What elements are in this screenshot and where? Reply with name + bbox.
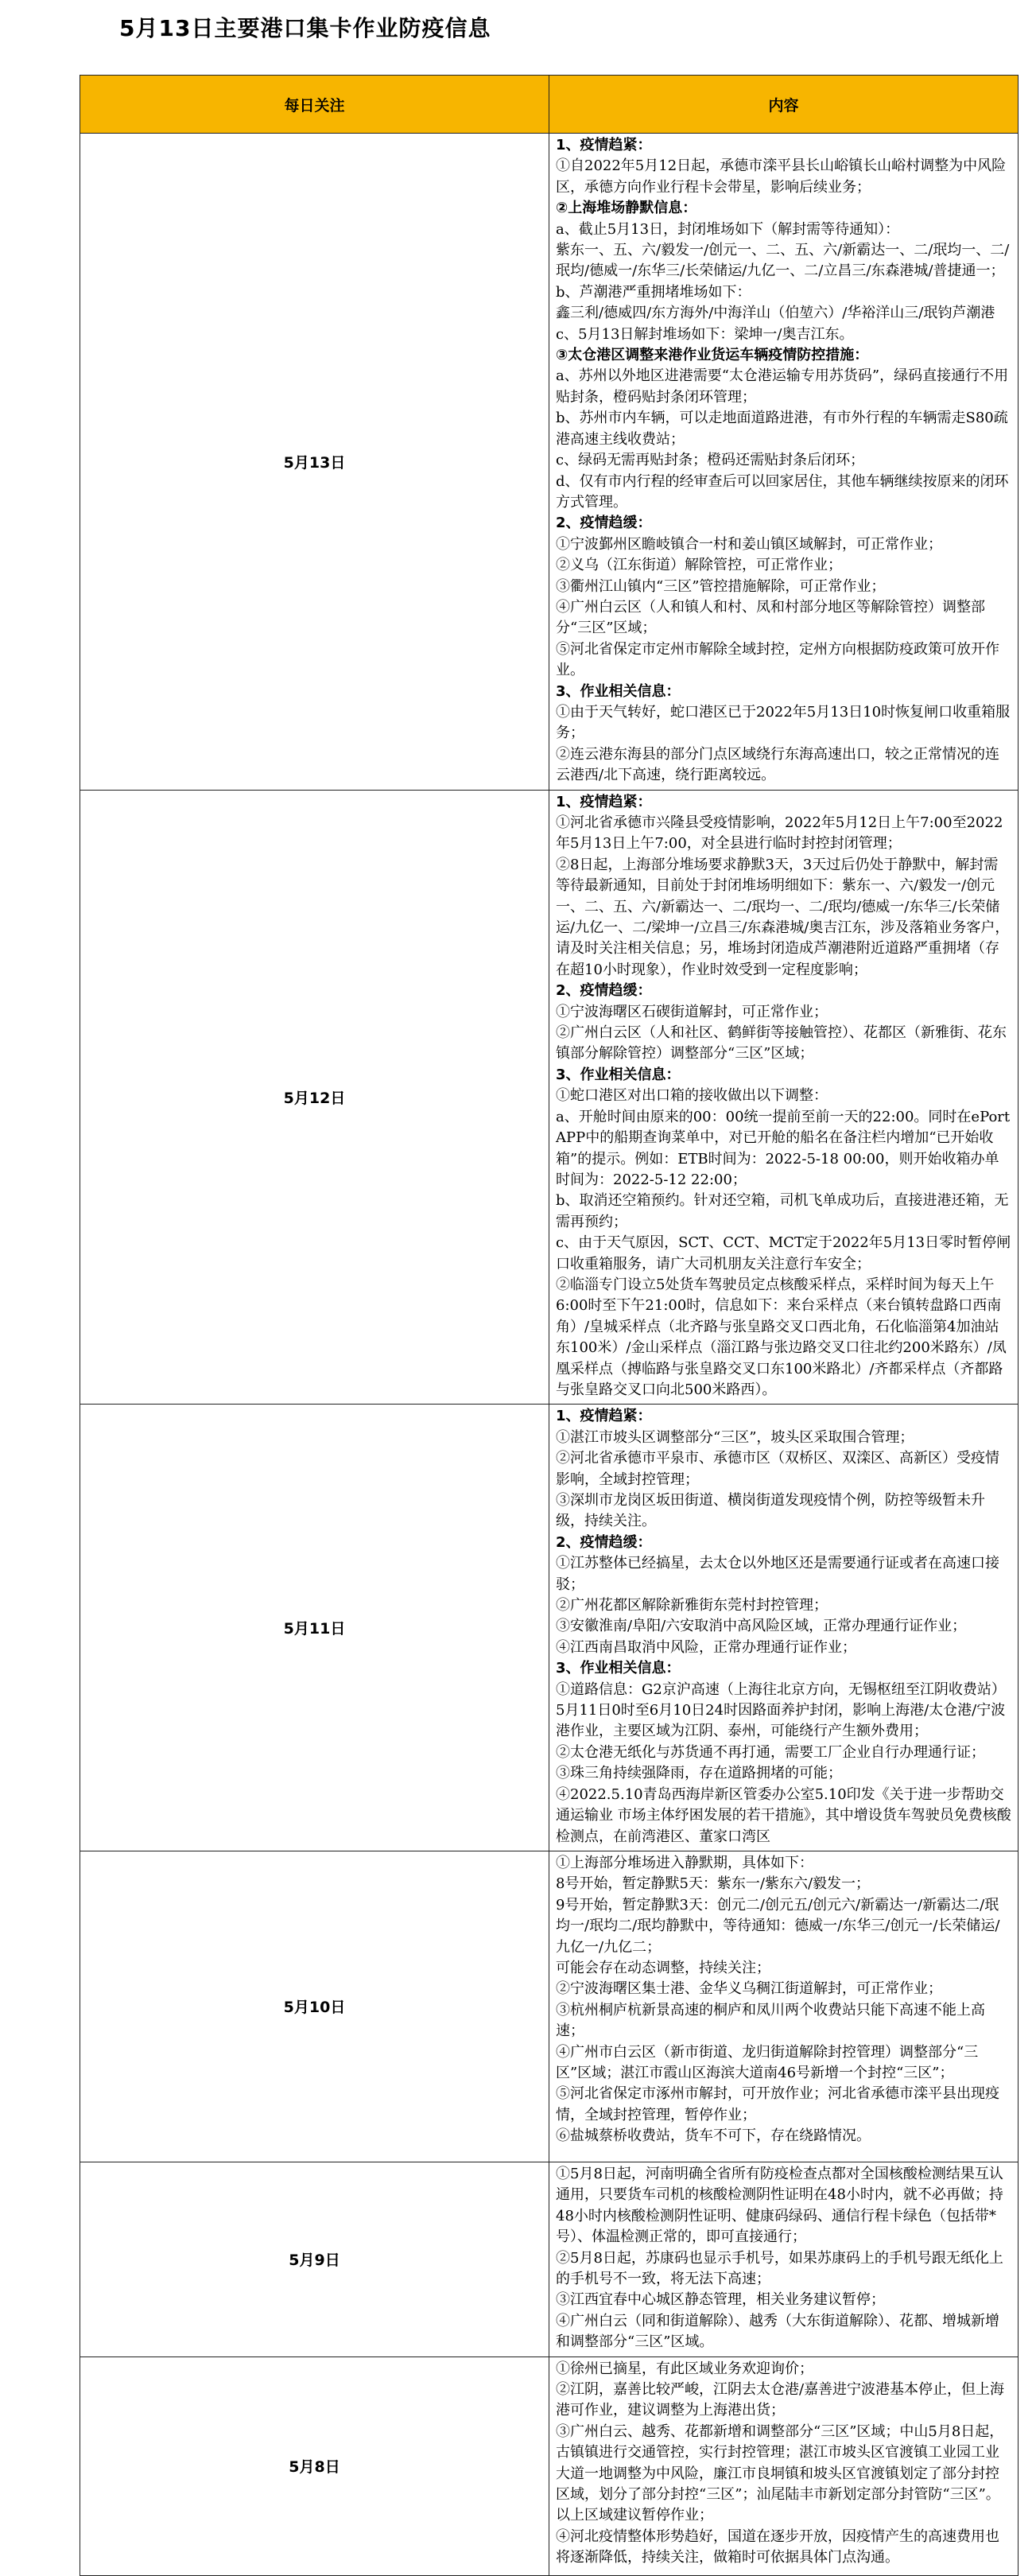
section-heading: 3、作业相关信息：: [556, 1660, 681, 1677]
row-content: [549, 1851, 1019, 2162]
content-line: ①宁波海曙区石碶街道解封，可正常作业；: [556, 1003, 828, 1020]
table-body: [80, 134, 1019, 2576]
content-line: ③深圳市龙岗区坂田街道、横岗街道发现疫情个例，防控等级暂未升级，持续关注。: [556, 1492, 985, 1530]
row-date: 5月13日: [80, 134, 549, 791]
content-line: c、绿码无需再贴封条；橙码还需贴封条后闭环；: [556, 452, 865, 469]
table-row: [80, 2162, 1019, 2356]
content-line: a、截止5月13日，封闭堆场如下（解封需等待通知）：: [556, 220, 900, 238]
content-line: ②广州花都区解除新雅街东莞村封控管理；: [556, 1597, 828, 1614]
content-line: ②连云港东海县的部分门点区域绕行东海高速出口，较之正常情况的连云港西/北下高速，绕行距离较远。: [556, 745, 999, 784]
content-line: ③江西宜春中心城区静态管理，相关业务建议暂停；: [556, 2291, 885, 2309]
content-line: ①江苏整体已经搞星，去太仓以外地区还是需要通行证或者在高速口接驳；: [556, 1555, 999, 1593]
content-line: ①上海部分堆场进入静默期，具体如下：: [556, 1854, 813, 1871]
content-line: b、芦潮港严重拥堵堆场如下：: [556, 283, 751, 301]
content-line: ②义乌（江东街道）解除管控，可正常作业；: [556, 557, 842, 574]
content-line: ④广州白云（同和街道解除）、越秀（大东街道解除）、花都、增城新增和调整部分“三区”区域。: [556, 2312, 999, 2351]
content-line: 紫东一、五、六/毅发一/创元一、二、五、六/新霸达一、二/珉均一、二/珉均/德威一/东华三/长荣储运/九亿一、二/立昌三/东森港城/普捷通一；: [556, 242, 1010, 280]
content-line: ①河北省承德市兴隆县受疫情影响，2022年5月12日上午7:00至2022年5月13日上午7:00，对全县进行临时封控封闭管理；: [556, 814, 1003, 853]
content-line: ①5月8日起，河南明确全省所有防疫检查点都对全国核酸检测结果互认通用，只要货车司机的核酸检测阴性证明在48小时内，就不必再做；持48小时内核酸检测阴性证明、健康码绿码、通信行程卡绿色（包括带*号）、体温检测正常的，即可直接通行；: [556, 2165, 1003, 2246]
section-heading: 1、疫情趋紧：: [556, 137, 652, 153]
content-line: ③杭州桐庐杭新景高速的桐庐和凤川两个收费站只能下高速不能上高速；: [556, 2001, 985, 2040]
content-line: b、苏州市内车辆，可以走地面道路进港，有市外行程的车辆需走S80疏港高速主线收费站；: [556, 410, 1008, 448]
table-row: [80, 790, 1019, 1405]
content-line: ④广州市白云区（新市街道、龙归街道解除封控管理）调整部分“三区”区域；湛江市霞山区海滨大道南46号新增一个封控“三区”；: [556, 2043, 979, 2081]
content-line: 8号开始，暂定静默5天：紫东一/紫东六/毅发一；: [556, 1875, 871, 1893]
table-row: [80, 1851, 1019, 2162]
content-line: ③广州白云、越秀、花都新增和调整部分“三区”区域；中山5月8日起，古镇镇进行交通管控，实行封控管理；湛江市坡头区官渡镇工业园工业大道一地调整为中风险，廉江市良垌镇和坡头区官渡镇划定了部分封控区域，划分了部分封控“三区”；汕尾陆丰市新划定部分封管防“三区”。以上区域建议暂停作业；: [556, 2423, 1004, 2524]
section-heading: 2、疫情趋缓：: [556, 982, 652, 1000]
content-line: c、5月13日解封堆场如下：梁坤一/奥吉江东。: [556, 325, 854, 343]
content-line: a、开舱时间由原来的00：00统一提前至前一天的22:00。同时在ePort APP中的船期查询菜单中，对已开舱的船名在备注栏内增加“已开始收箱”的提示。例如：ETB时间为：2022-5-18 00:00，则开始收箱办单时间为：2022-5-12 22:00；: [556, 1108, 1011, 1188]
page-title: 5月13日主要港口集卡作业防疫信息: [119, 15, 491, 41]
row-date: 5月11日: [80, 1405, 549, 1851]
row-date: 5月12日: [80, 790, 549, 1405]
content-line: ②江阴，嘉善比较严峻，江阴去太仓港/嘉善进宁波港基本停止，但上海港可作业，建议调整为上海港出货；: [556, 2380, 1005, 2419]
section-heading: 1、疫情趋紧：: [556, 793, 652, 810]
table-row: [80, 134, 1019, 791]
content-line: ①自2022年5月12日起，承德市滦平县长山峪镇长山峪村调整为中风险区，承德方向作业行程卡会带星，影响后续业务；: [556, 157, 1007, 196]
table-row: [80, 2356, 1019, 2575]
row-content: [549, 790, 1019, 1405]
content-line: ①蛇口港区对出口箱的接收做出以下调整：: [556, 1087, 828, 1105]
content-line: ④河北疫情整体形势趋好，国道在逐步开放，因疫情产生的高速费用也将逐渐降低，持续关注，做箱时可依据具体门点沟通。: [556, 2527, 999, 2566]
row-date: 5月8日: [80, 2356, 549, 2575]
content-line: ①徐州已摘星，有此区域业务欢迎询价；: [556, 2360, 813, 2377]
row-content: [549, 1405, 1019, 1851]
content-line: ⑤河北省保定市涿州市解封，可开放作业；河北省承德市滦平县出现疫情，全域封控管理，暂停作业；: [556, 2085, 999, 2123]
table-row: [80, 1405, 1019, 1851]
content-line: a、苏州以外地区进港需要“太仓港运输专用苏货码”，绿码直接通行不用贴封条，橙码贴封条闭环管理；: [556, 367, 1009, 406]
section-heading: ②上海堆场静默信息：: [556, 200, 697, 217]
content-line: ①道路信息：G2京沪高速（上海往北京方向，无锡枢纽至江阴收费站）5月11日0时至6月10日24时因路面养护封闭，影响上海港/太仓港/宁波港作业，主要区域为江阴、泰州，可能绕行产生额外费用；: [556, 1680, 1006, 1740]
content-line: ③珠三角持续强降雨，存在道路拥堵的可能；: [556, 1765, 842, 1782]
header-content: 内容: [549, 76, 1019, 134]
content-line: ②宁波海曙区集士港、金华义乌稠江街道解封，可正常作业；: [556, 1980, 942, 1998]
section-heading: 2、疫情趋缓：: [556, 515, 652, 532]
content-line: c、由于天气原因，SCT、CCT、MCT定于2022年5月13日零时暂停闸口收重箱服务，请广大司机朋友关注意行车安全；: [556, 1234, 1011, 1272]
content-line: ②8日起，上海部分堆场要求静默3天，3天过后仍处于静默中，解封需等待最新通知，目前处于封闭堆场明细如下：紫东一、六/毅发一/创元一、二、五、六/新霸达一、二/珉均一、二/珉均/德威一/东华三/长荣储运/九亿一、二/梁坤一/立昌三/东森港城/奥吉江东，涉及落箱业务客户，请及时关注相关信息；另，堆场封闭造成芦潮港附近道路严重拥堵（存在超10小时现象），作业时效受到一定程度影响；: [556, 856, 1010, 978]
row-date: 5月10日: [80, 1851, 549, 2162]
content-line: ①宁波鄞州区瞻岐镇合一村和姜山镇区域解封，可正常作业；: [556, 535, 942, 553]
section-heading: 2、疫情趋缓：: [556, 1533, 652, 1551]
content-line: ③安徽淮南/阜阳/六安取消中高风险区域，正常办理通行证作业；: [556, 1618, 967, 1635]
content-line: ①湛江市坡头区调整部分“三区”，坡头区采取围合管理；: [556, 1428, 914, 1446]
content-line: ⑤河北省保定市定州市解除全域封控，定州方向根据防疫政策可放开作业。: [556, 640, 999, 679]
content-line: 鑫三利/德威四/东方海外/中海洋山（伯堃六）/华裕洋山三/珉钧芦潮港: [556, 305, 995, 322]
section-heading: 3、作业相关信息：: [556, 682, 681, 700]
content-line: ③衢州江山镇内“三区”管控措施解除，可正常作业；: [556, 577, 886, 595]
content-line: ⑥盐城蔡桥收费站，货车不可下，存在绕路情况。: [556, 2127, 871, 2145]
content-line: d、仅有市内行程的经审查后可以回家居住，其他车辆继续按原来的闭环方式管理。: [556, 472, 1009, 511]
content-line: ④江西南昌取消中风险，正常办理通行证作业；: [556, 1638, 856, 1656]
header-date: 每日关注: [80, 76, 549, 134]
row-date: 5月9日: [80, 2162, 549, 2356]
section-heading: 3、作业相关信息：: [556, 1066, 681, 1083]
content-line: ②广州白云区（人和社区、鹤鲜街等接触管控）、花都区（新雅街、花东镇部分解除管控）调整部分“三区”区域；: [556, 1024, 1007, 1063]
content-line: ②5月8日起，苏康码也显示手机号，如果苏康码上的手机号跟无纸化上的手机号不一致，将无法下高速；: [556, 2249, 1003, 2287]
section-heading: 1、疫情趋紧：: [556, 1408, 652, 1425]
content-line: 9号开始，暂定静默3天：创元二/创元五/创元六/新霸达一/新霸达二/珉均一/珉均二/珉均静默中，等待通知：德威一/东华三/创元一/长荣储运/九亿一/九亿二；: [556, 1896, 1000, 1956]
content-line: ①由于天气转好，蛇口港区已于2022年5月13日10时恢复闸口收重箱服务；: [556, 703, 1011, 742]
row-content: [549, 134, 1019, 791]
content-line: ④2022.5.10青岛西海岸新区管委办公室5.10印发《关于进一步帮助交通运输业 市场主体纾困发展的若干措施》，其中增设货车驾驶员免费核酸检测点，在前湾港区、董家口湾区: [556, 1785, 1011, 1845]
content-line: ②太仓港无纸化与苏货通不再打通，需要工厂企业自行办理通行证；: [556, 1743, 985, 1761]
table-header-row: [80, 76, 1019, 134]
row-content: [549, 2356, 1019, 2575]
content-line: 可能会存在动态调整，持续关注；: [556, 1959, 770, 1976]
content-line: ②临淄专门设立5处货车驾驶员定点核酸采样点，采样时间为每天上午6:00时至下午21:00时，信息如下：来台采样点（来台镇转盘路口西南角）/皇城采样点（北齐路与张皇路交叉口西北角，石化临淄第4加油站东100米）/金山采样点（淄江路与张边路交叉口往北约200米路东）/凤凰采样点（搏临路与张皇路交叉口东100米路北）/齐都采样点（齐都路与张皇路交叉口向北500米路西）。: [556, 1276, 1007, 1398]
section-heading: ③太仓港区调整来港作业货运车辆疫情防控措施：: [556, 347, 869, 364]
content-line: ②河北省承德市平泉市、承德市区（双桥区、双滦区、高新区）受疫情影响，全域封控管理；: [556, 1450, 999, 1488]
content-line: b、取消还空箱预约。针对还空箱，司机飞单成功后，直接进港还箱，无需再预约；: [556, 1192, 1009, 1230]
row-content: [549, 2162, 1019, 2356]
info-table: [80, 75, 1019, 2576]
content-line: ④广州白云区（人和镇人和村、凤和村部分地区等解除管控）调整部分“三区”区域；: [556, 598, 985, 637]
